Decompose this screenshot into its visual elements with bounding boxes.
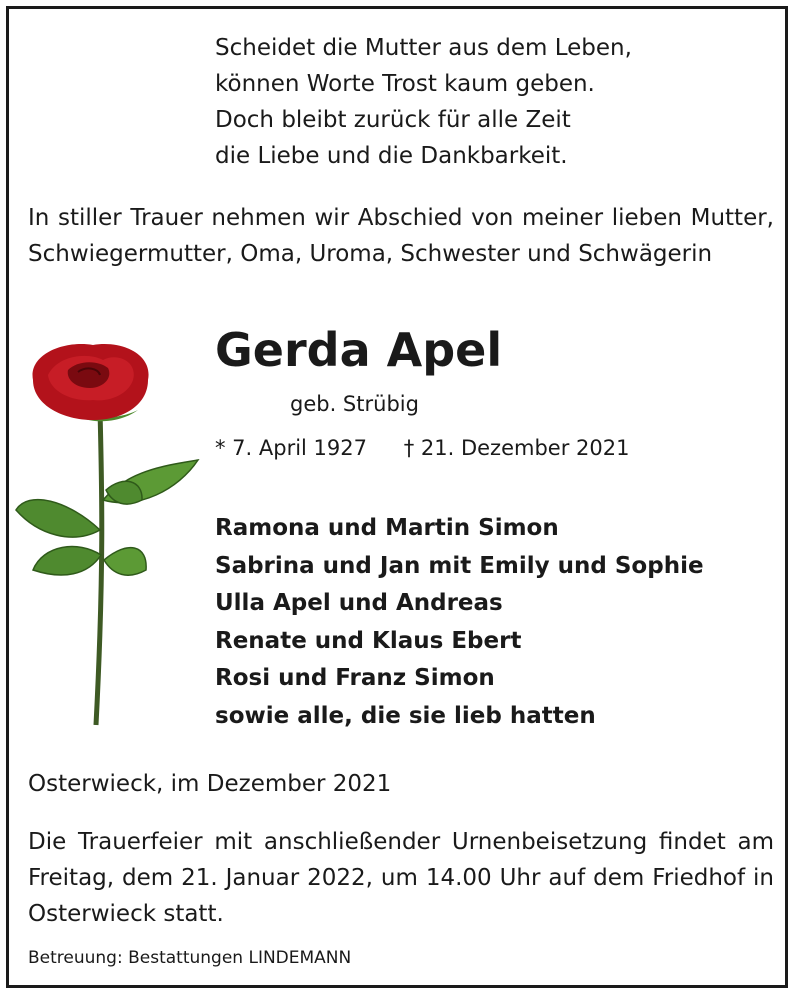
funeral-info: Die Trauerfeier mit anschließender Urnenbeisetzung findet am Freitag, dem 21. Januar 2022, um 14.00 Uhr auf dem Friedhof in Osterwieck statt. (28, 829, 774, 927)
mourner-line: Renate und Klaus Ebert (215, 627, 522, 654)
poem-line: Scheidet die Mutter aus dem Leben, (215, 35, 632, 61)
memorial-poem (215, 30, 632, 174)
mourner-line: Sabrina und Jan mit Emily und Sophie (215, 552, 704, 579)
mourner-line: Ulla Apel und Andreas (215, 590, 503, 616)
deceased-name: Gerda Apel (215, 323, 503, 377)
maiden-name: geb. Strübig (290, 392, 419, 416)
poem-line: Doch bleibt zurück für alle Zeit (215, 107, 571, 133)
life-dates (215, 433, 629, 463)
mourners-list (215, 510, 704, 735)
funeral-home-credit: Betreuung: Bestattungen LINDEMANN (28, 948, 352, 968)
mourner-line: sowie alle, die sie lieb hatten (215, 702, 596, 729)
poem-line: können Worte Trost kaum geben. (215, 71, 595, 97)
rose-image (8, 340, 208, 730)
death-date: † 21. Dezember 2021 (403, 436, 630, 460)
birth-date: * 7. April 1927 (215, 436, 368, 460)
place-date: Osterwieck, im Dezember 2021 (28, 771, 392, 797)
mourner-line: Ramona und Martin Simon (215, 515, 559, 541)
poem-line: die Liebe und die Dankbarkeit. (215, 143, 568, 169)
intro-text: In stiller Trauer nehmen wir Abschied von meiner lieben Mutter, Schwiegermutter, Oma, Uroma, Schwester und Schwägerin (28, 205, 774, 267)
mourner-line: Rosi und Franz Simon (215, 665, 495, 691)
